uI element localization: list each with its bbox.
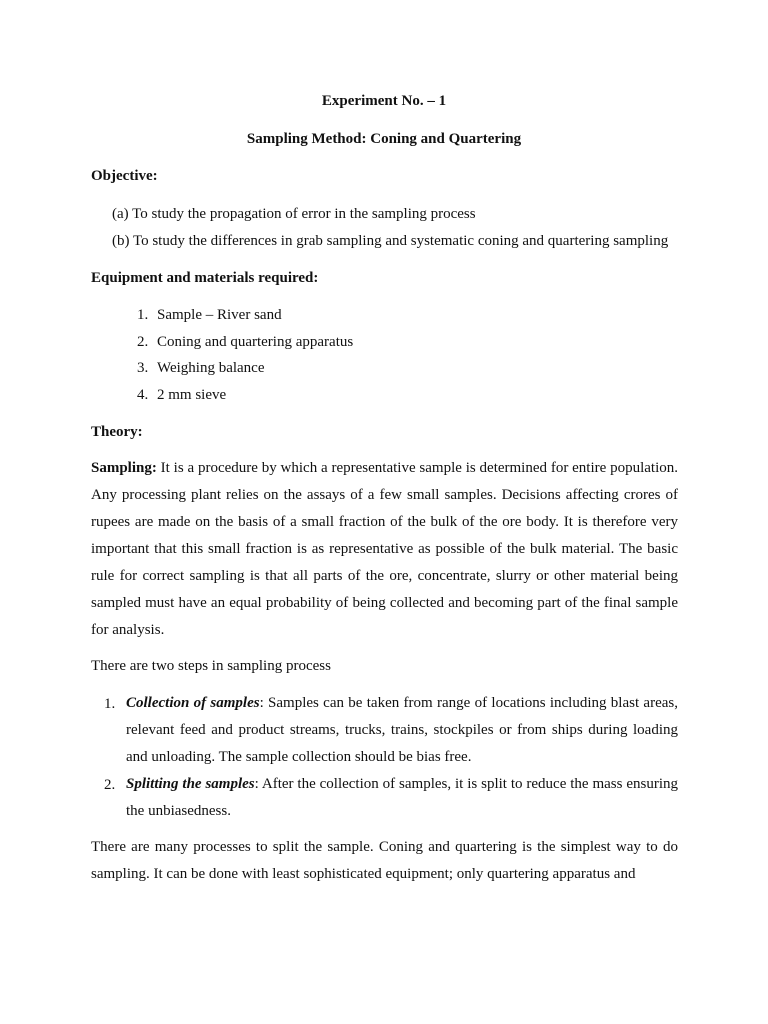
experiment-title: Experiment No. – 1 bbox=[321, 93, 447, 109]
equipment-marker: 1. bbox=[137, 307, 149, 323]
step-text: : Samples can be taken from range of locations including blast areas, relevant feed and product streams, trucks, trains, stockpiles or from ships during loading and unloading. The sample collection should be bias free. bbox=[126, 695, 678, 765]
step-marker: 1. bbox=[104, 696, 116, 712]
equipment-item bbox=[137, 307, 282, 324]
closing-paragraph: There are many processes to split the sample. Coning and quartering is the simplest way to do sampling. It can be done with least sophisticated equipment; only quartering apparatus and bbox=[91, 839, 678, 882]
equipment-marker: 2. bbox=[137, 334, 149, 350]
equipment-marker: 4. bbox=[137, 387, 149, 403]
objective-item bbox=[112, 233, 668, 250]
step-item bbox=[126, 690, 678, 771]
equipment-heading: Equipment and materials required: bbox=[91, 270, 319, 286]
objective-heading: Objective: bbox=[91, 168, 158, 184]
objective-marker: (b) bbox=[112, 233, 130, 249]
steps-intro: There are two steps in sampling process bbox=[91, 658, 331, 674]
sampling-text: It is a procedure by which a representative sample is determined for entire population. Any processing plant relies on the assays of a few small samples. Decisions affecting crores of rupees are made on the basis of a small fraction of the bulk of the ore body. It is therefore very important that this small fraction is as representative as possible of the bulk material. The basic rule for correct sampling is that all parts of the ore, concentrate, slurry or other material being sampled must have an equal probability of being collected and becoming part of the final sample for analysis. bbox=[91, 460, 678, 638]
step-term: Collection of samples bbox=[126, 695, 260, 711]
equipment-item bbox=[137, 387, 226, 404]
objective-text: To study the differences in grab sampling and systematic coning and quartering sampling bbox=[132, 233, 669, 249]
step-item bbox=[126, 771, 678, 825]
equipment-item bbox=[137, 360, 265, 377]
sampling-paragraph bbox=[91, 455, 678, 644]
step-marker: 2. bbox=[104, 777, 116, 793]
equipment-text: 2 mm sieve bbox=[157, 387, 227, 403]
theory-heading: Theory: bbox=[91, 424, 143, 440]
step-term: Splitting the samples bbox=[126, 776, 255, 792]
equipment-text: Coning and quartering apparatus bbox=[157, 334, 354, 350]
sampling-term: Sampling: bbox=[91, 460, 157, 476]
objective-item bbox=[112, 206, 476, 223]
experiment-subtitle: Sampling Method: Coning and Quartering bbox=[246, 131, 522, 147]
equipment-text: Sample – River sand bbox=[157, 307, 282, 323]
step-text: : After the collection of samples, it is split to reduce the mass ensuring the unbiasedness. bbox=[126, 776, 679, 819]
objective-marker: (a) bbox=[112, 206, 129, 222]
equipment-text: Weighing balance bbox=[157, 360, 265, 376]
objective-text: To study the propagation of error in the sampling process bbox=[132, 206, 476, 222]
equipment-item bbox=[137, 334, 353, 351]
equipment-marker: 3. bbox=[137, 360, 149, 376]
